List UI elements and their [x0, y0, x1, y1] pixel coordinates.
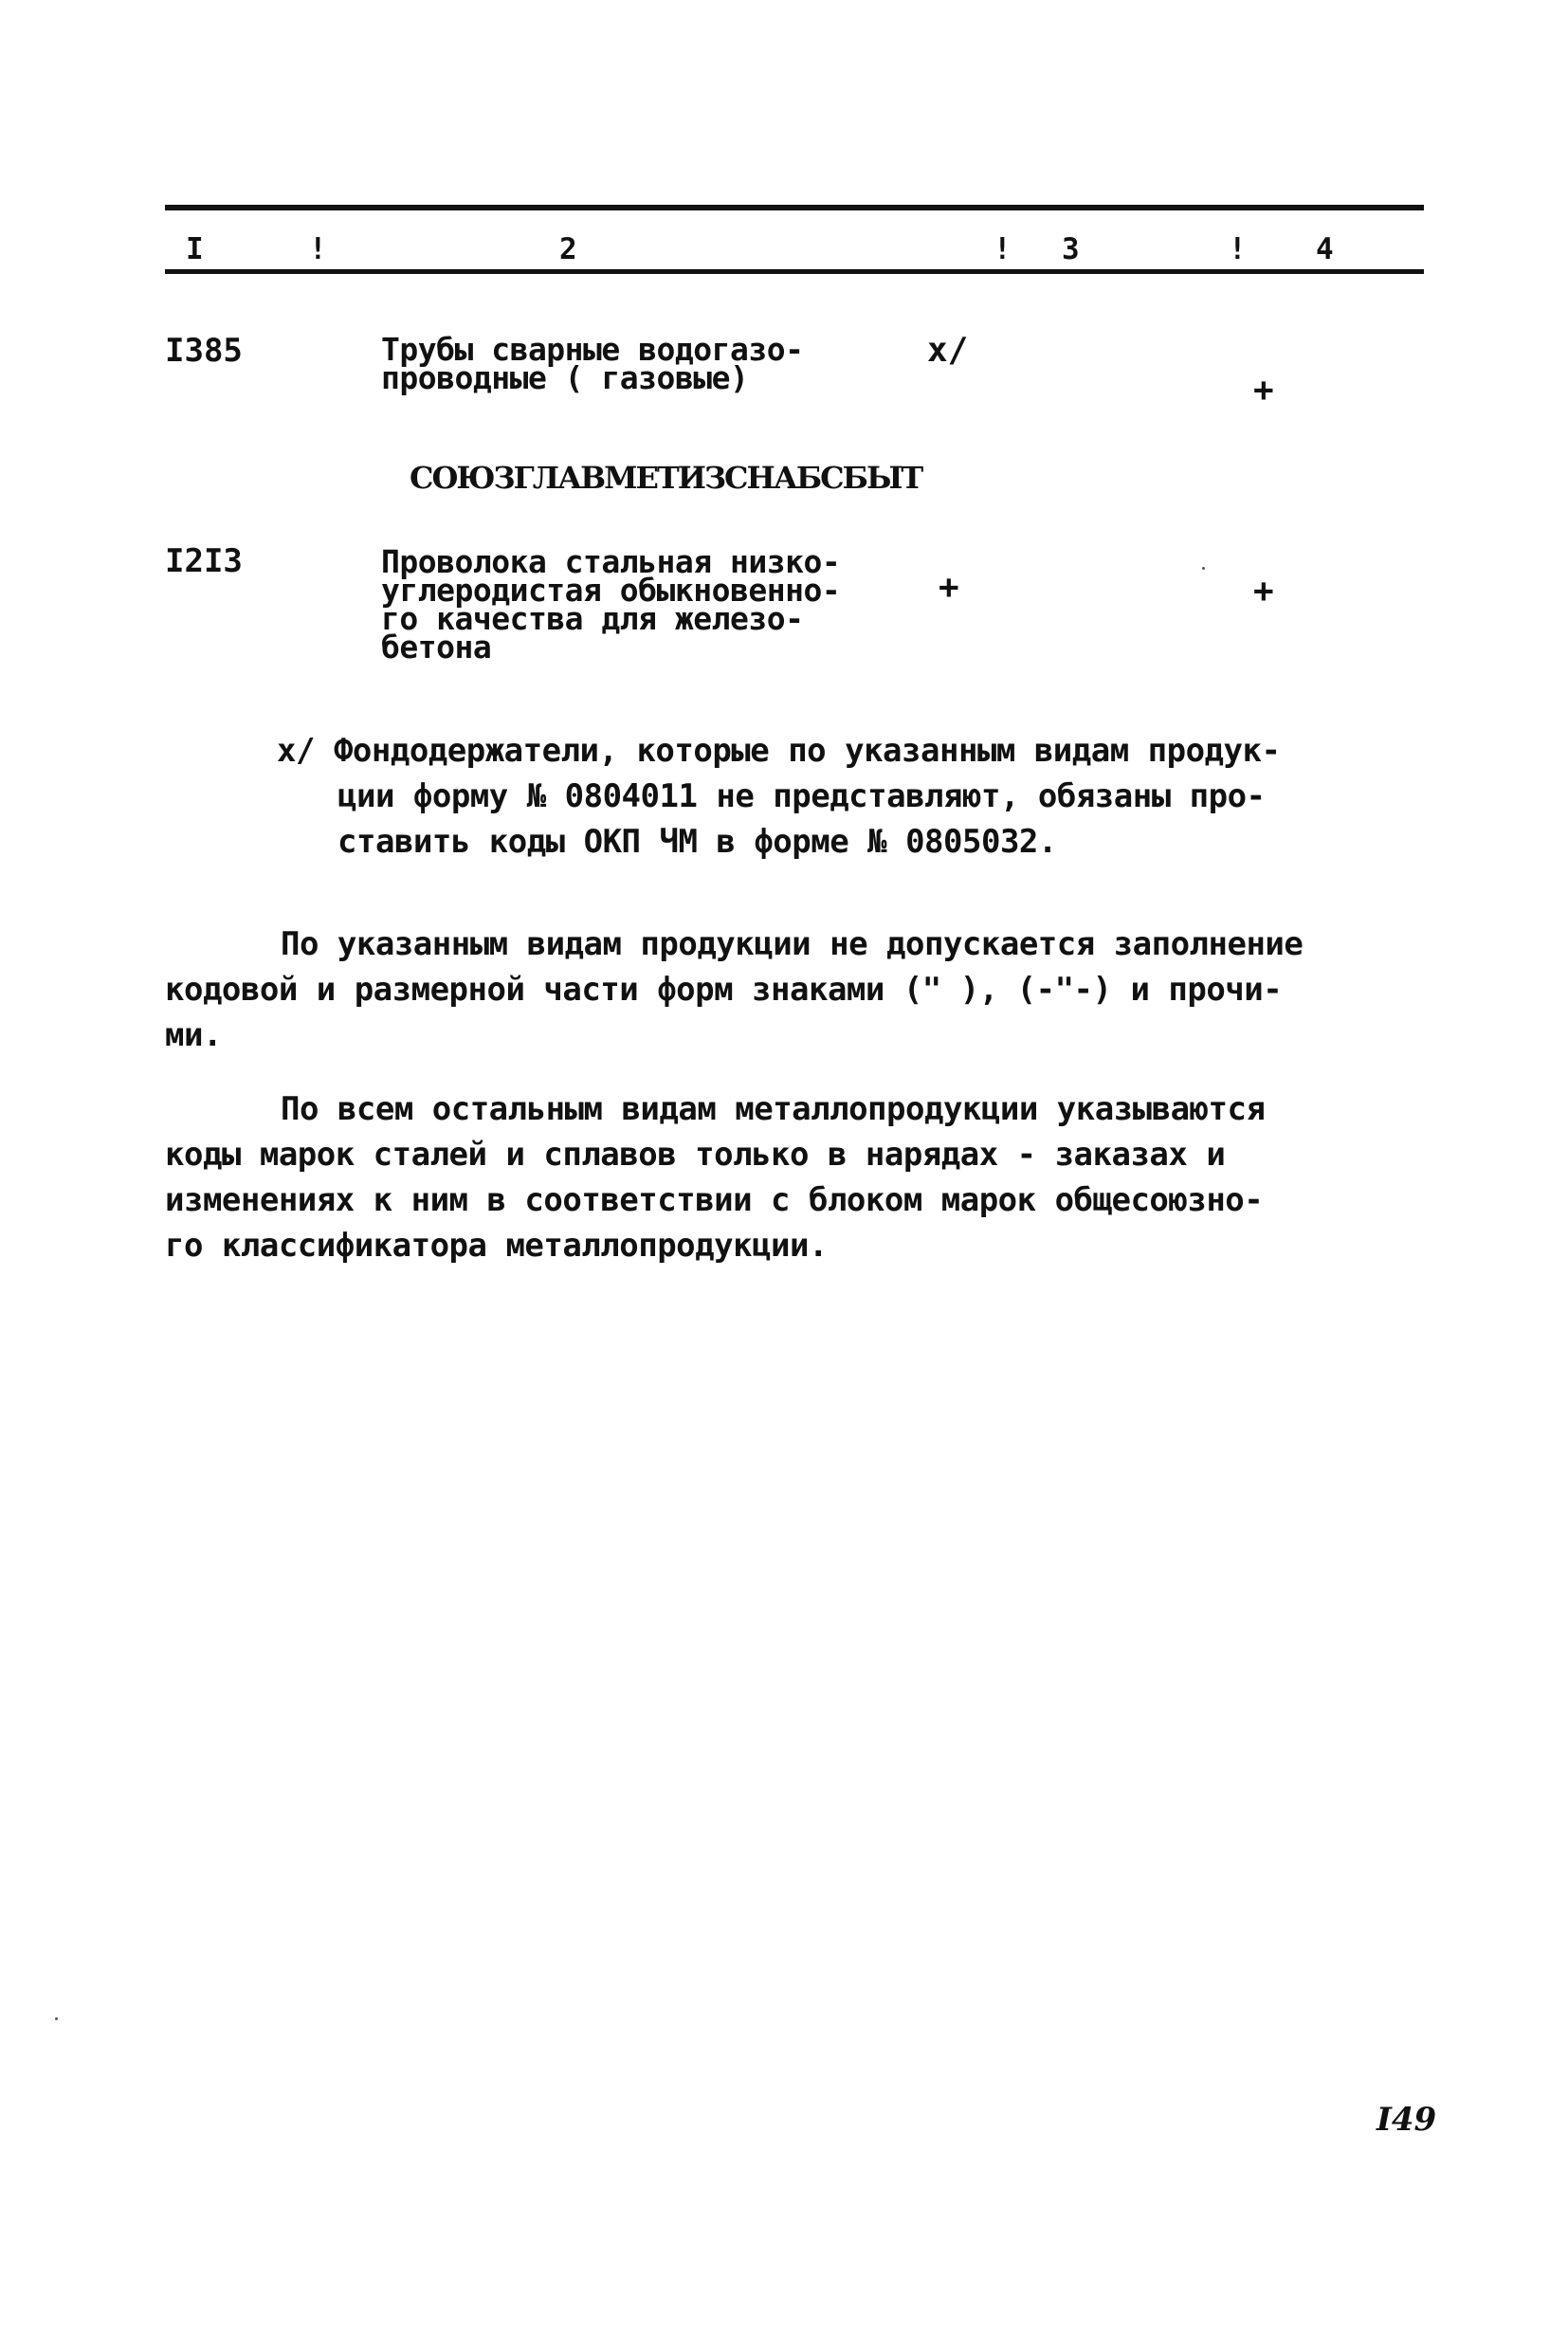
- row-name: [381, 331, 912, 396]
- row-col4-mark: +: [1253, 371, 1274, 410]
- row-code: I385: [165, 332, 243, 370]
- row-name-line: го качества для железо-: [381, 600, 804, 637]
- header-col-4: 4: [1316, 232, 1334, 266]
- paragraph-line: ми.: [165, 1016, 222, 1054]
- paragraph: [165, 1086, 1265, 1268]
- paragraph-line: По указанным видам продукции не допускается заполнение: [281, 925, 1304, 963]
- row-name-line: Проволока стальная низко-: [381, 543, 841, 580]
- paragraph-line: коды марок сталей и сплавов только в нарядах - заказах и: [165, 1136, 1226, 1174]
- organization-heading: СОЮЗГЛАВМЕТИЗСНАБСБЫТ: [410, 460, 922, 496]
- footnote-text: Фондодержатели, которые по указанным видам продук-: [333, 732, 1281, 770]
- header-separator-1: !: [309, 232, 327, 266]
- footnote-line: [277, 728, 1280, 774]
- paragraph-line: го классификатора металлопродукции.: [165, 1227, 828, 1265]
- table-top-rule: [165, 205, 1424, 210]
- header-col-1: I: [186, 232, 204, 266]
- footnote-marker: x/: [277, 732, 315, 770]
- row-name-line: проводные ( газовые): [381, 359, 749, 396]
- paragraph-line: изменениях к ним в соответствии с блоком марок общесоюзно-: [165, 1181, 1264, 1219]
- header-separator-2: !: [994, 232, 1012, 266]
- row-code: I2I3: [165, 542, 243, 580]
- header-col-3: 3: [1062, 232, 1080, 266]
- header-col-2: 2: [559, 232, 577, 266]
- paragraph-line: кодовой и размерной части форм знаками (" ), (-"-) и прочи-: [165, 971, 1283, 1009]
- footnote: [277, 728, 1280, 865]
- row-name-line: Трубы сварные водогазо-: [381, 331, 804, 368]
- scan-speck: [55, 2017, 58, 2020]
- row-col3-mark: +: [939, 568, 959, 607]
- page-number: I49: [1377, 2101, 1437, 2139]
- paragraph: [165, 921, 1303, 1058]
- scan-speck: [1202, 567, 1205, 570]
- header-separator-3: !: [1229, 232, 1247, 266]
- paragraph-line: По всем остальным видам металлопродукции указываются: [281, 1090, 1266, 1128]
- table-header-rule: [165, 269, 1424, 274]
- row-name-line: углеродистая обыкновенно-: [381, 572, 841, 609]
- row-col3-mark: x/: [927, 331, 969, 370]
- row-name-line: бетона: [381, 629, 492, 665]
- row-col4-mark: +: [1253, 572, 1274, 611]
- footnote-line: ции форму № 0804011 не представляют, обязаны про-: [337, 777, 1266, 815]
- row-name: [381, 543, 912, 665]
- footnote-line: ставить коды ОКП ЧМ в форме № 0805032.: [337, 823, 1057, 861]
